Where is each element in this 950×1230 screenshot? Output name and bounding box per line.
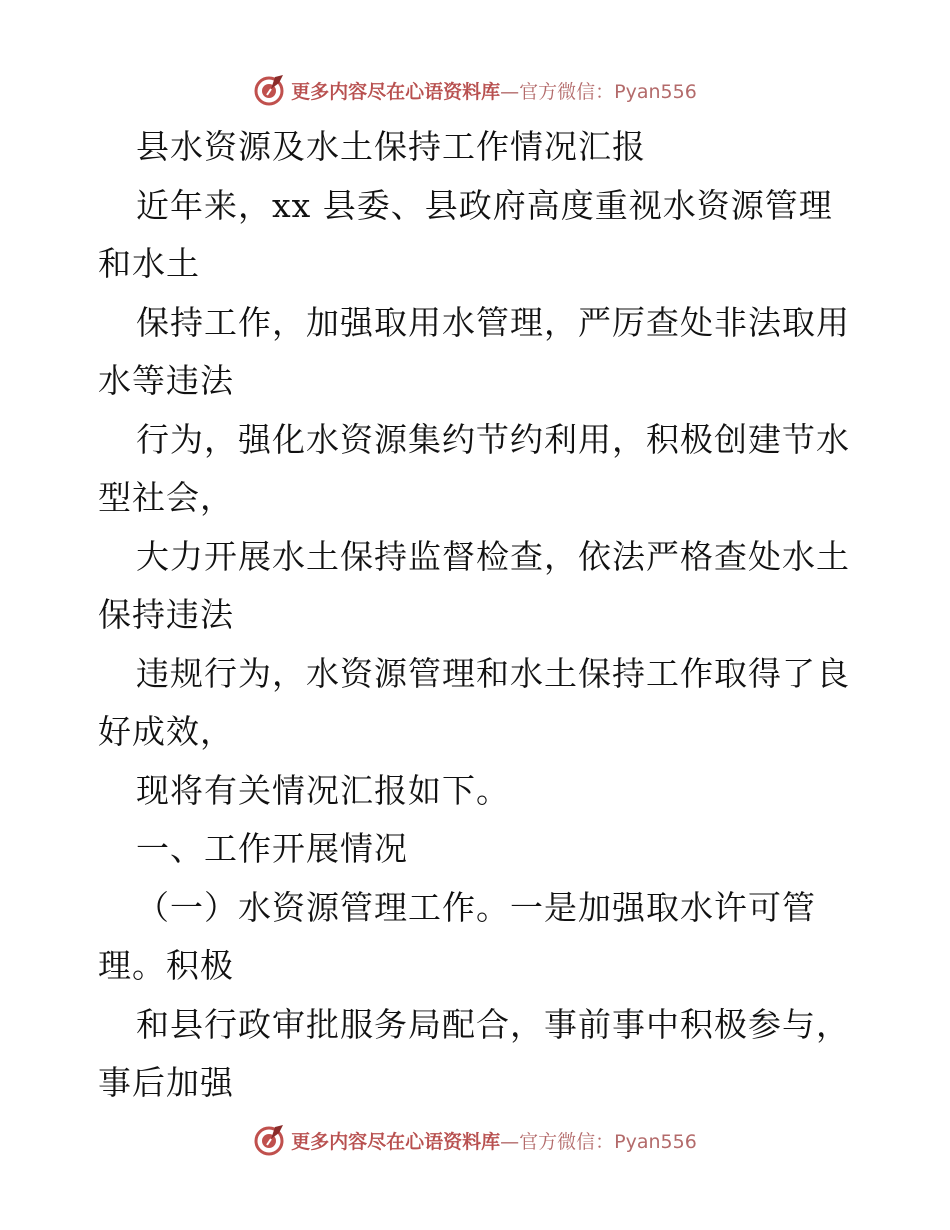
paragraph-line: 和县行政审批服务局配合，事前事中积极参与，: [136, 1004, 850, 1044]
document-body: [98, 118, 858, 1113]
watermark-text: [291, 1127, 697, 1154]
quill-logo-icon: [253, 73, 287, 107]
section-heading: 一、工作开展情况: [136, 829, 408, 868]
watermark-separator: —: [500, 1130, 520, 1153]
paragraph-line: 保持工作，加强取用水管理，严厉查处非法取用: [136, 302, 850, 342]
watermark-separator: —: [500, 80, 520, 103]
paragraph-line: 好成效，: [98, 712, 234, 751]
watermark-wechat: 官方微信：Pyan556: [519, 1130, 697, 1153]
quill-logo-icon: [253, 1123, 287, 1157]
watermark-brand: 更多内容尽在心语资料库: [291, 1130, 501, 1153]
paragraph-line: 违规行为，水资源管理和水土保持工作取得了良: [136, 653, 850, 693]
document-title: 县水资源及水土保持工作情况汇报: [136, 127, 646, 166]
header-watermark: [0, 70, 950, 110]
subsection-line: （一）水资源管理工作。一是加强取水许可管: [136, 887, 816, 927]
paragraph-line: 事后加强: [98, 1063, 234, 1102]
paragraph-line: 型社会，: [98, 478, 234, 517]
paragraph-line: 保持违法: [98, 595, 234, 634]
paragraph-line: 近年来，xx 县委、县政府高度重视水资源管理: [136, 185, 833, 225]
paragraph-line: 大力开展水土保持监督检查，依法严格查处水土: [136, 536, 850, 576]
paragraph-line: 理。积极: [98, 946, 234, 985]
watermark-brand: 更多内容尽在心语资料库: [291, 80, 501, 103]
watermark-wechat: 官方微信：Pyan556: [519, 80, 697, 103]
watermark-text: [291, 77, 697, 104]
footer-watermark: [0, 1120, 950, 1160]
paragraph-line: 水等违法: [98, 361, 234, 400]
paragraph-line: 和水土: [98, 244, 200, 283]
paragraph-line: 现将有关情况汇报如下。: [136, 770, 510, 810]
paragraph-line: 行为，强化水资源集约节约利用，积极创建节水: [136, 419, 850, 459]
